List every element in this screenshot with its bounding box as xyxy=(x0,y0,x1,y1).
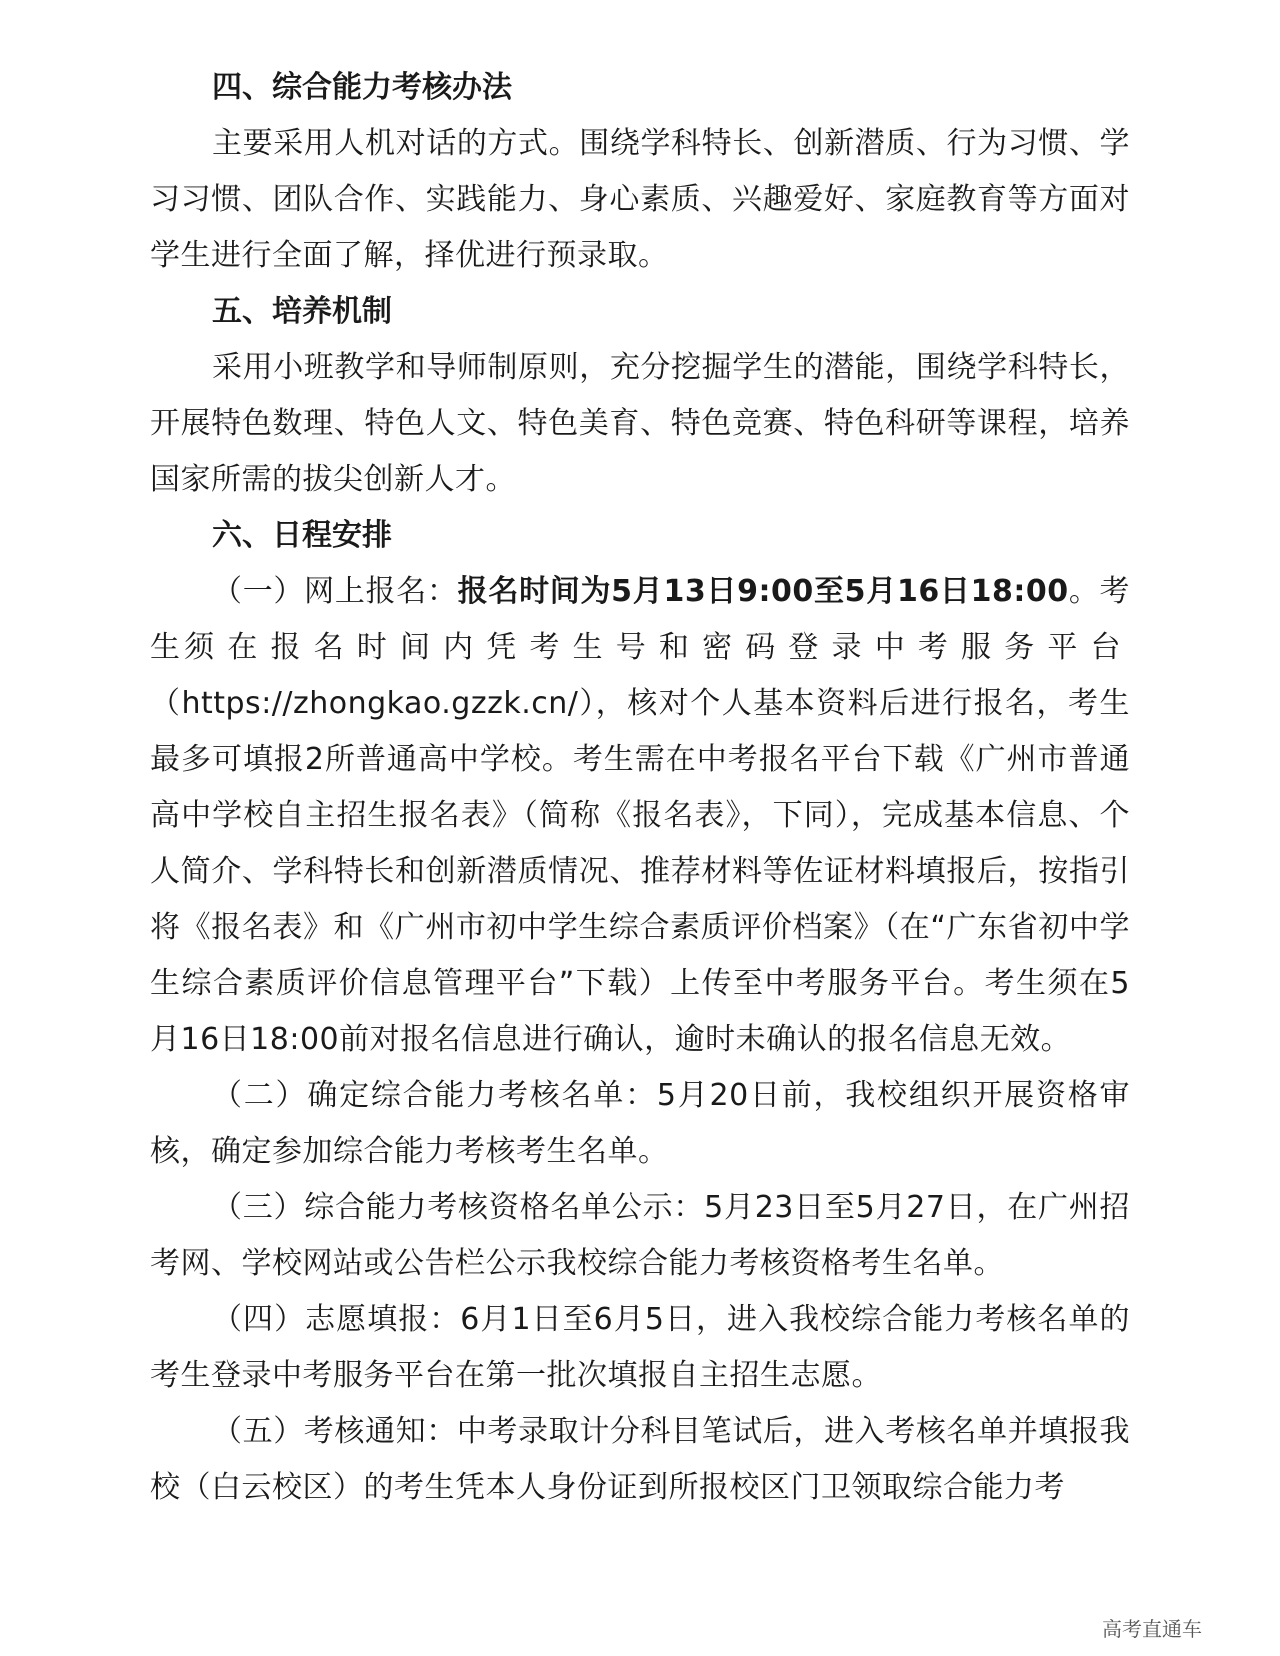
registration-time: 报名时间为5月13日9:00至5月16日18:00 xyxy=(457,574,1069,609)
paragraph-training: 采用小班教学和导师制原则，充分挖掘学生的潜能，围绕学科特长，开展特色数理、特色人文、特色美育、特色竞赛、特色科研等课程，培养国家所需的拔尖创新人才。 xyxy=(150,350,1130,497)
section-heading-training: 五、培养机制 xyxy=(212,294,392,329)
section-heading-schedule: 六、日程安排 xyxy=(212,518,392,553)
paragraph-publicity: （三）综合能力考核资格名单公示：5月23日至5月27日，在广州招考网、学校网站或公告栏公示我校综合能力考核资格考生名单。 xyxy=(150,1190,1130,1281)
watermark: 高考直通车 xyxy=(1102,1617,1202,1641)
paragraph-assessment: 主要采用人机对话的方式。围绕学科特长、创新潜质、行为习惯、学习习惯、团队合作、实践能力、身心素质、兴趣爱好、家庭教育等方面对学生进行全面了解，择优进行预录取。 xyxy=(150,126,1130,273)
section-heading-assessment: 四、综合能力考核办法 xyxy=(212,70,512,105)
paragraph-application: （四）志愿填报：6月1日至6月5日，进入我校综合能力考核名单的考生登录中考服务平台在第一批次填报自主招生志愿。 xyxy=(150,1302,1130,1393)
registration-prefix: （一）网上报名： xyxy=(212,574,458,609)
registration-spaced-line: 须在报名时间内凭考生号和密码登录中考服务平台 xyxy=(184,630,1131,665)
document-page xyxy=(150,60,1130,1516)
paragraph-online-registration xyxy=(150,564,1130,1068)
registration-after-bold: 。考生 xyxy=(150,574,1131,665)
paragraph-notice: （五）考核通知：中考录取计分科目笔试后，进入考核名单并填报我校（白云校区）的考生凭本人身份证到所报校区门卫领取综合能力考 xyxy=(150,1414,1130,1505)
registration-rest: （https://zhongkao.gzzk.cn/），核对个人基本资料后进行报名，考生最多可填报2所普通高中学校。考生需在中考报名平台下载《广州市普通高中学校自主招生报名表》（简称《报名表》，下同），完成基本信息、个人简介、学科特长和创新潜质情况、推荐材料等佐证材料填报后，按指引将《报名表》和《广州市初中学生综合素质评价档案》（在“广东省初中学生综合素质评价信息管理平台”下载）上传至中考服务平台。考生须在5月16日18:00前对报名信息进行确认，逾时未确认的报名信息无效。 xyxy=(150,686,1130,1057)
paragraph-confirm-list: （二）确定综合能力考核名单：5月20日前，我校组织开展资格审核，确定参加综合能力考核考生名单。 xyxy=(150,1078,1130,1169)
